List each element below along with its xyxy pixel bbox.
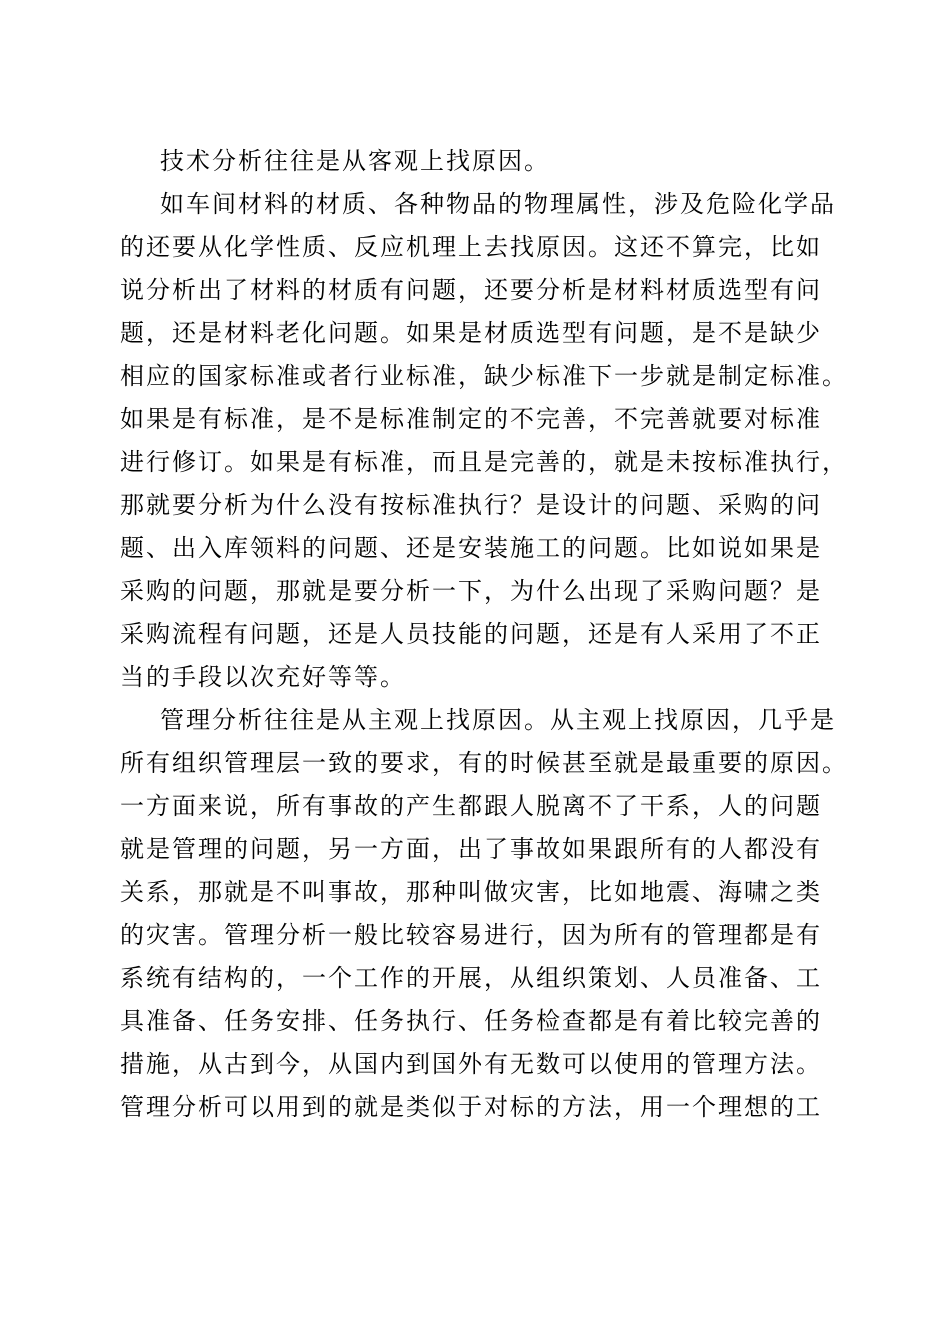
paragraph-line: 措施，从古到今，从国内到国外有无数可以使用的管理方法。 — [120, 1050, 822, 1078]
paragraph-line: 采购的问题，那就是要分析一下，为什么出现了采购问题？是 — [120, 577, 822, 605]
paragraph-line: 所有组织管理层一致的要求，有的时候甚至就是最重要的原因。 — [120, 749, 848, 777]
document-body — [120, 140, 848, 1129]
paragraph-line: 技术分析往往是从客观上找原因。 — [160, 147, 550, 175]
paragraph-line: 如果是有标准，是不是标准制定的不完善，不完善就要对标准 — [120, 405, 822, 433]
paragraph-line: 题、出入库领料的问题、还是安装施工的问题。比如说如果是 — [120, 534, 822, 562]
paragraph-line: 具准备、任务安排、任务执行、任务检查都是有着比较完善的 — [120, 1007, 822, 1035]
paragraph-line: 采购流程有问题，还是人员技能的问题，还是有人采用了不正 — [120, 620, 822, 648]
paragraph-line: 如车间材料的材质、各种物品的物理属性，涉及危险化学品 — [160, 190, 836, 218]
paragraph-line: 的灾害。管理分析一般比较容易进行，因为所有的管理都是有 — [120, 921, 822, 949]
paragraph-line: 题，还是材料老化问题。如果是材质选型有问题，是不是缺少 — [120, 319, 822, 347]
paragraph-line: 那就要分析为什么没有按标准执行？是设计的问题、采购的问 — [120, 491, 822, 519]
paragraph-line: 管理分析往往是从主观上找原因。从主观上找原因，几乎是 — [160, 706, 836, 734]
paragraph-line: 管理分析可以用到的就是类似于对标的方法，用一个理想的工 — [120, 1093, 822, 1121]
paragraph-line: 的还要从化学性质、反应机理上去找原因。这还不算完，比如 — [120, 233, 822, 261]
paragraph-line: 关系，那就是不叫事故，那种叫做灾害，比如地震、海啸之类 — [120, 878, 822, 906]
paragraph-line: 一方面来说，所有事故的产生都跟人脱离不了干系，人的问题 — [120, 792, 822, 820]
paragraph-line: 相应的国家标准或者行业标准，缺少标准下一步就是制定标准。 — [120, 362, 848, 390]
paragraph-line: 当的手段以次充好等等。 — [120, 663, 406, 691]
paragraph-line: 系统有结构的，一个工作的开展，从组织策划、人员准备、工 — [120, 964, 822, 992]
paragraph-line: 进行修订。如果是有标准，而且是完善的，就是未按标准执行， — [120, 448, 848, 476]
paragraph-line: 说分析出了材料的材质有问题，还要分析是材料材质选型有问 — [120, 276, 822, 304]
paragraph-line: 就是管理的问题，另一方面，出了事故如果跟所有的人都没有 — [120, 835, 822, 863]
